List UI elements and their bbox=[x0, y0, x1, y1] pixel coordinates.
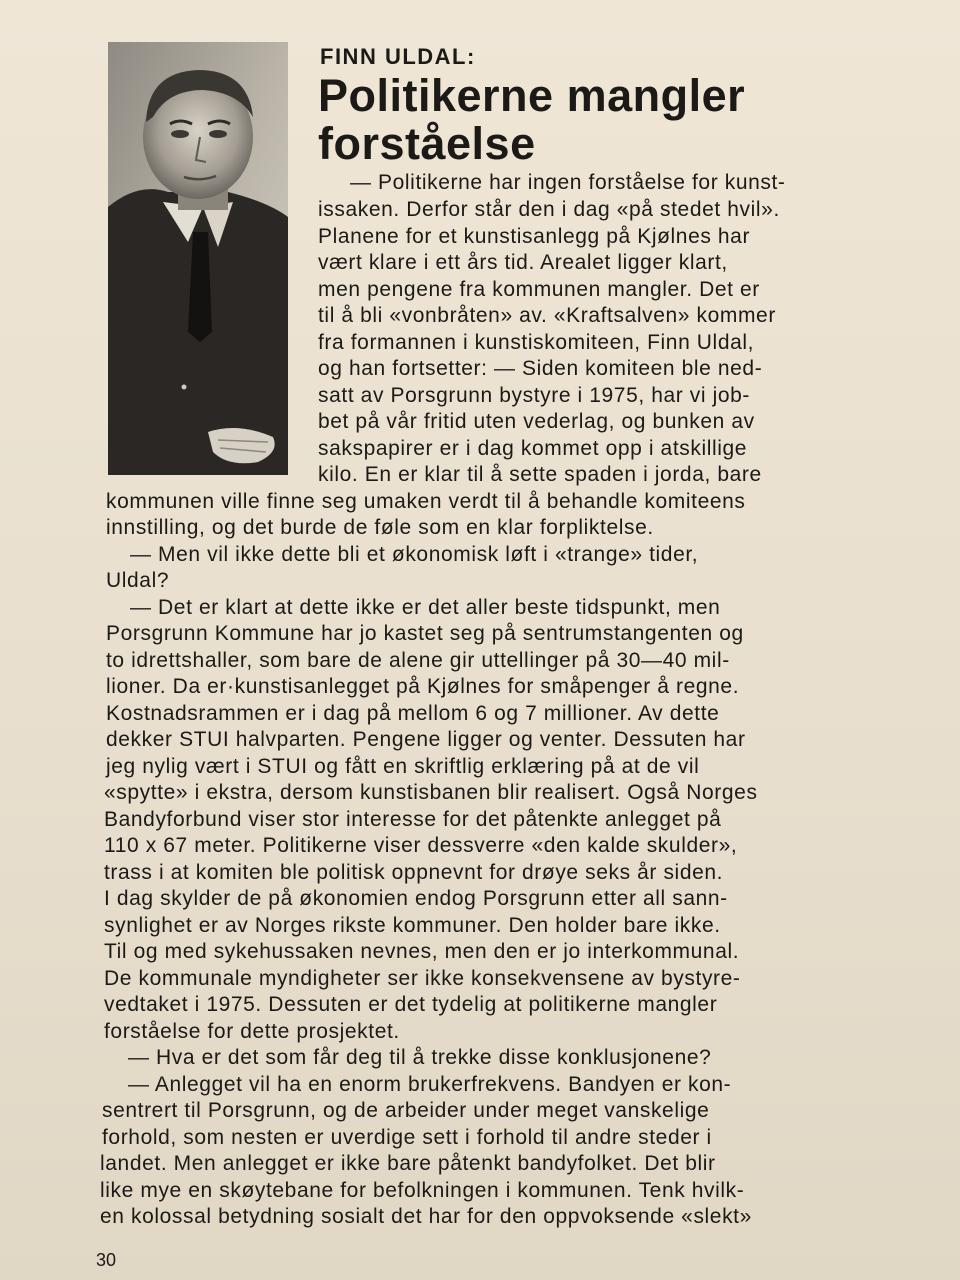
article-kicker: FINN ULDAL: bbox=[320, 44, 476, 69]
body-line: sakspapirer er i dag kommet opp i atskillige bbox=[318, 437, 748, 460]
body-line: issaken. Derfor står den i dag «på stedet hvil». bbox=[318, 198, 780, 221]
body-line: forståelse for dette prosjektet. bbox=[104, 1020, 400, 1043]
body-line: Uldal? bbox=[106, 569, 170, 592]
body-line: — Men vil ikke dette bli et økonomisk løft i «trange» tider, bbox=[130, 543, 699, 566]
body-line: sentrert til Porsgrunn, og de arbeider under meget vanskelige bbox=[102, 1099, 710, 1122]
body-line: Bandyforbund viser stor interesse for det påtenkte anlegget på bbox=[104, 808, 722, 831]
body-line: Porsgrunn Kommune har jo kastet seg på sentrumstangenten og bbox=[106, 622, 744, 645]
body-line: Til og med sykehussaken nevnes, men den er jo interkommunal. bbox=[104, 940, 740, 963]
portrait-photo bbox=[108, 42, 288, 475]
body-line: kilo. En er klar til å sette spaden i jorda, bare bbox=[318, 463, 762, 486]
body-line: jeg nylig vært i STUI og fått en skriftlig erklæring på at de vil bbox=[106, 755, 700, 778]
body-line: synlighet er av Norges rikste kommuner. Den holder bare ikke. bbox=[104, 914, 721, 937]
body-line: dekker STUI halvparten. Pengene ligger og venter. Dessuten har bbox=[106, 728, 746, 751]
body-line: lioner. Da er·kunstisanlegget på Kjølnes for småpenger å regne. bbox=[106, 675, 740, 698]
body-line: vært klare i ett års tid. Arealet ligger klart, bbox=[318, 251, 728, 274]
body-line: to idrettshaller, som bare de alene gir uttellinger på 30—40 mil- bbox=[106, 649, 730, 672]
body-line: og han fortsetter: — Siden komiteen ble ned- bbox=[318, 357, 763, 380]
body-line: I dag skylder de på økonomien endog Porsgrunn etter all sann- bbox=[104, 887, 728, 910]
body-line: satt av Porsgrunn bystyre i 1975, har vi job- bbox=[318, 384, 751, 407]
body-line: fra formannen i kunstiskomiteen, Finn Uldal, bbox=[318, 331, 755, 354]
headline-line-1: Politikerne mangler bbox=[318, 70, 746, 121]
body-line: «spytte» i ekstra, dersom kunstisbanen blir realisert. Også Norges bbox=[104, 781, 758, 804]
body-line: en kolossal betydning sosialt det har for den oppvoksende «slekt» bbox=[100, 1205, 752, 1228]
body-line: Kostnadsrammen er i dag på mellom 6 og 7 millioner. Av dette bbox=[106, 702, 720, 725]
body-line: — Hva er det som får deg til å trekke disse konklusjonene? bbox=[128, 1046, 712, 1069]
body-line: innstilling, og det burde de føle som en klar forpliktelse. bbox=[106, 516, 654, 539]
body-line: vedtaket i 1975. Dessuten er det tydelig at politikerne mangler bbox=[104, 993, 718, 1016]
body-line: — Det er klart at dette ikke er det aller beste tidspunkt, men bbox=[130, 596, 721, 619]
body-line: — Politikerne har ingen forståelse for kunst- bbox=[350, 171, 786, 194]
body-line: bet på vår fritid uten vederlag, og bunken av bbox=[318, 410, 755, 433]
page-number: 30 bbox=[96, 1250, 117, 1270]
body-line: De kommunale myndigheter ser ikke konsekvensene av bystyre- bbox=[104, 967, 741, 990]
body-line: men pengene fra kommunen mangler. Det er bbox=[318, 278, 760, 301]
body-line: trass i at komiten ble politisk oppnevnt for drøye seks år siden. bbox=[104, 861, 724, 884]
article-headline bbox=[318, 72, 838, 168]
body-line: like mye en skøytebane for befolkningen i kommunen. Tenk hvilk- bbox=[100, 1179, 745, 1202]
body-line: 110 x 67 meter. Politikerne viser dessverre «den kalde skulder», bbox=[104, 834, 738, 857]
body-line: til å bli «vonbråten» av. «Kraftsalven» kommer bbox=[318, 304, 776, 327]
body-line: — Anlegget vil ha en enorm brukerfrekvens. Bandyen er kon- bbox=[128, 1073, 732, 1096]
body-line: Planene for et kunstisanlegg på Kjølnes har bbox=[318, 225, 751, 248]
body-line: kommunen ville finne seg umaken verdt til å behandle komiteens bbox=[106, 490, 746, 513]
body-line: landet. Men anlegget er ikke bare påtenkt bandyfolket. Det blir bbox=[100, 1152, 716, 1175]
headline-line-2: forståelse bbox=[318, 118, 536, 169]
body-line: forhold, som nesten er uverdige sett i forhold til andre steder i bbox=[102, 1126, 712, 1149]
